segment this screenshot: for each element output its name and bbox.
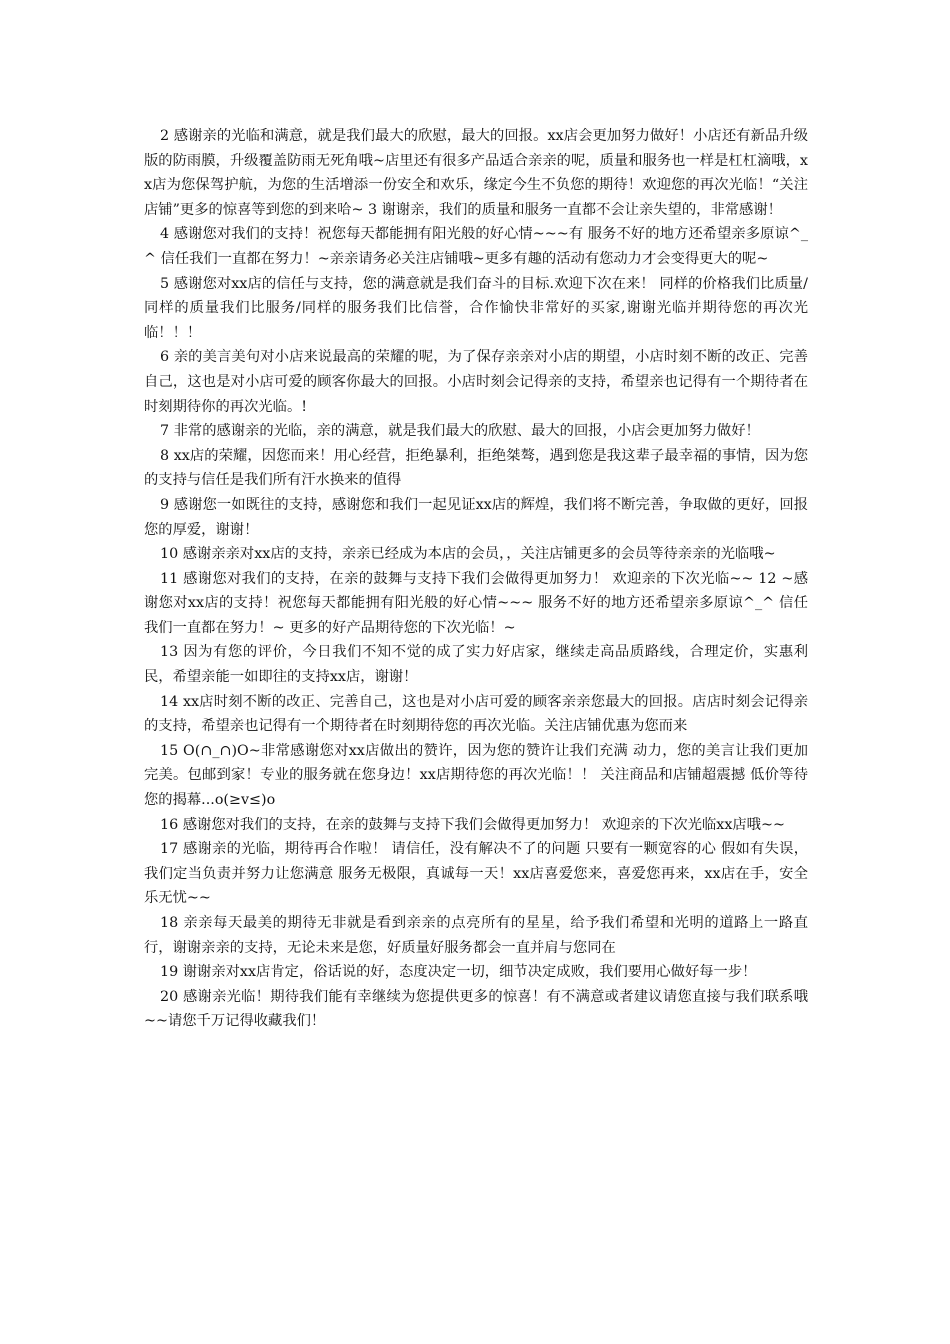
paragraph-16: 16 感谢您对我们的支持，在亲的鼓舞与支持下我们会做得更加努力！ 欢迎亲的下次光临xx店哦~~ bbox=[160, 816, 785, 833]
paragraph-5: 5 感谢您对xx店的信任与支持，您的满意就是我们奋斗的目标.欢迎下次在来！ 同样的价格我们比质量/同样的质量我们比服务/同样的服务我们比信誉，合作愉快非常好的买家,谢谢光临并期待您的再次光临！！！ bbox=[144, 275, 808, 341]
paragraph-20: 20 感谢亲光临！期待我们能有幸继续为您提供更多的惊喜！有不满意或者建议请您直接与我们联系哦~~请您千万记得收藏我们！ bbox=[144, 988, 808, 1030]
paragraph-6: 6 亲的美言美句对小店来说最高的荣耀的呢，为了保存亲亲对小店的期望，小店时刻不断的改正、完善自己，这也是对小店可爱的顾客你最大的回报。小店时刻会记得亲的支持，希望亲也记得有一个期待者在时刻期待你的再次光临。! bbox=[144, 349, 808, 415]
paragraph-17: 17 感谢亲的光临，期待再合作啦！ 请信任，没有解决不了的问题 只要有一颗宽容的心 假如有失误，我们定当负责并努力让您满意 服务无极限，真诚每一天！xx店喜爱您来，喜爱您再来，xx店在手，安全乐无忧~~ bbox=[144, 841, 808, 907]
paragraph-4: 4 感谢您对我们的支持！祝您每天都能拥有阳光般的好心情~~~有 服务不好的地方还希望亲多原谅^_^ 信任我们一直都在努力！~亲亲请务必关注店铺哦~更多有趣的活动有您动力才会变得更大的呢~ bbox=[144, 226, 808, 267]
paragraph-8: 8 xx店的荣耀，因您而来！用心经营，拒绝暴利，拒绝桀骜，遇到您是我这辈子最幸福的事情，因为您的支持与信任是我们所有汗水换来的值得 bbox=[144, 447, 808, 489]
paragraph-7: 7 非常的感谢亲的光临，亲的满意，就是我们最大的欣慰、最大的回报，小店会更加努力做好！ bbox=[160, 423, 760, 440]
paragraph-13: 13 因为有您的评价，今日我们不知不觉的成了实力好店家，继续走高品质路线，合理定价，实惠利民，希望亲能一如即往的支持xx店，谢谢！ bbox=[144, 644, 808, 686]
document-body bbox=[144, 124, 808, 1034]
paragraph-9: 9 感谢您一如既往的支持，感谢您和我们一起见证xx店的辉煌，我们将不断完善，争取做的更好，回报您的厚爱，谢谢！ bbox=[144, 496, 808, 538]
paragraph-2: 2 感谢亲的光临和满意，就是我们最大的欣慰，最大的回报。xx店会更加努力做好！小店还有新品升级版的防雨膜，升级覆盖防雨无死角哦~店里还有很多产品适合亲亲的呢，质量和服务也一样是杠杠滴哦，xx店为您保驾护航，为您的生活增添一份安全和欢乐，缘定今生不负您的期待！欢迎您的再次光临！“关注店铺”更多的惊喜等到您的到来哈~ 3 谢谢亲，我们的质量和服务一直都不会让亲失望的，非常感谢！ bbox=[144, 128, 808, 218]
paragraph-10: 10 感谢亲亲对xx店的支持，亲亲已经成为本店的会员，，关注店铺更多的会员等待亲亲的光临哦~ bbox=[160, 546, 776, 563]
paragraph-14: 14 xx店时刻不断的改正、完善自己，这也是对小店可爱的顾客亲亲您最大的回报。店店时刻会记得亲的支持，希望亲也记得有一个期待者在时刻期待您的再次光临。关注店铺优惠为您而来 bbox=[144, 693, 808, 735]
paragraph-18: 18 亲亲每天最美的期待无非就是看到亲亲的点亮所有的星星，给予我们希望和光明的道路上一路直行，谢谢亲亲的支持，无论未来是您，好质量好服务都会一直并肩与您同在 bbox=[144, 915, 808, 956]
paragraph-11-12: 11 感谢您对我们的支持，在亲的鼓舞与支持下我们会做得更加努力！ 欢迎亲的下次光临~~ 12 ~感谢您对xx店的支持！祝您每天都能拥有阳光般的好心情~~~ 服务不好的地方还希望亲多原谅^_^ 信任我们一直都在努力！~ 更多的好产品期待您的下次光临！~ bbox=[144, 570, 808, 636]
paragraph-19: 19 谢谢亲对xx店肯定，俗话说的好，态度决定一切，细节决定成败，我们要用心做好每一步！ bbox=[160, 964, 757, 981]
paragraph-15: 15 O(∩_∩)O~非常感谢您对xx店做出的赞许，因为您的赞许让我们充满 动力，您的美言让我们更加完美。包邮到家！专业的服务就在您身边！xx店期待您的再次光临！！ 关注商品和店铺超震撼 低价等待您的揭幕...o(≥v≤)o bbox=[144, 742, 808, 809]
